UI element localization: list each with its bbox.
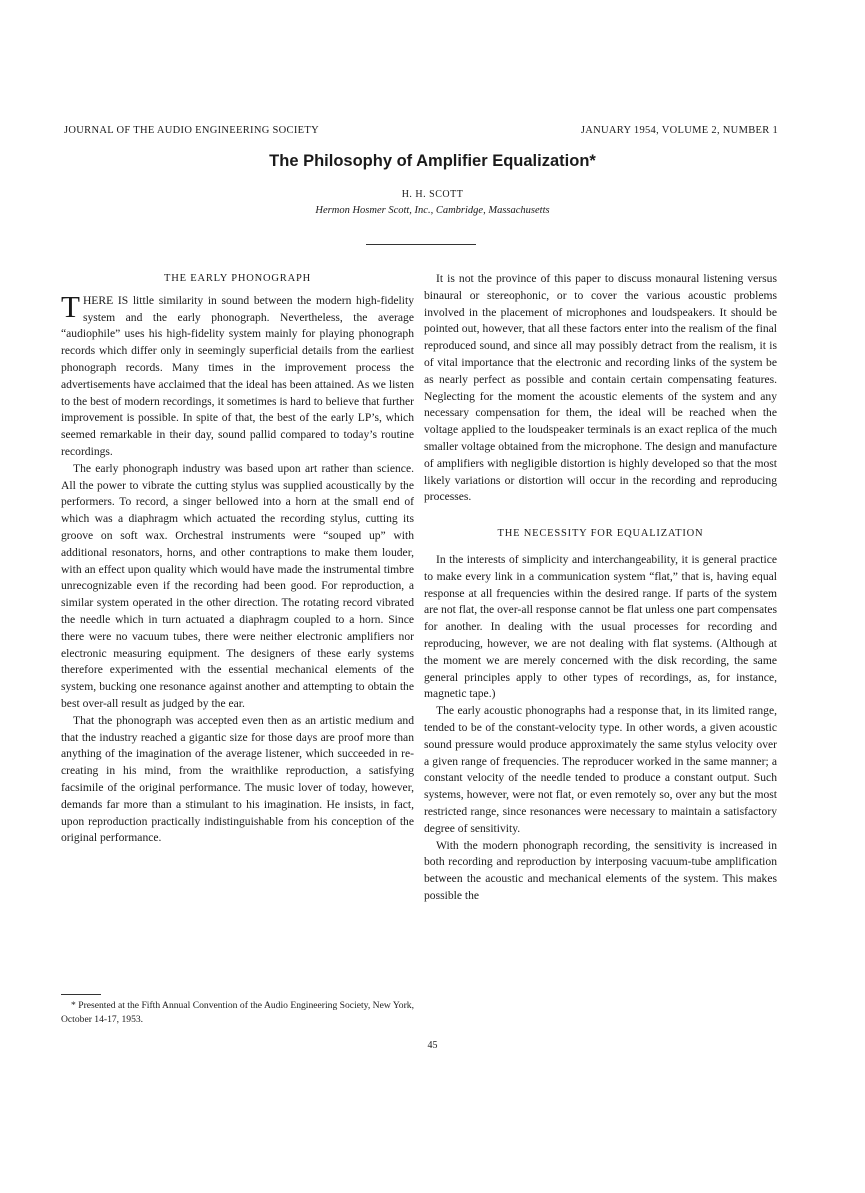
paragraph-intro [61, 288, 414, 461]
right-column [424, 271, 777, 905]
journal-name: JOURNAL OF THE AUDIO ENGINEERING SOCIETY [64, 125, 319, 136]
paragraph-acoustic-phonographs: The early acoustic phonographs had a response that, in its limited range, tended to be of the constant-velocity type. In other words, a given acoustic sound pressure would produce approximately the same stylus velocity over a given range of frequencies. The reproducer worked in the same manner; a constant velocity of the needle tended to produce a constant output. Such systems, however, were not flat, or even remotely so, over any but the most restricted range, since resonances were necessary to maintain a satisfactory degree of sensitivity. [424, 704, 777, 835]
paragraph-flat-systems: In the interests of simplicity and interchangeability, it is general practice to make every link in a communication system “flat,” that is, having equal response at all frequencies within the desired range. If parts of the system are not flat, the over-all response cannot be flat unless one part compensates for another. In dealing with the usual processes for recording and reproducing, however, we are not dealing with flat systems. (Although at the moment we are merely concerned with the disk recording, the same general principles apply to other types of recordings, as, for instance, magnetic tape.) [424, 552, 777, 701]
footnote: * Presented at the Fifth Annual Convention of the Audio Engineering Society, New York, October 14-17, 1953. [61, 1000, 414, 1025]
paragraph-acceptance: That the phonograph was accepted even then as an artistic medium and that the industry reached a gigantic size for those days are proof more than anything of the imagination of the average listener, which succeeded in re-creating in his mind, from the wraithlike reproduction, a satisfying facsimile of the original performance. The music lover of today, however, demands far more than a stimulant to his imagination. He insists, in fact, upon reproduction practically indistinguishable from his conception of the original performance. [61, 713, 414, 845]
issue-info: JANUARY 1954, VOLUME 2, NUMBER 1 [580, 125, 778, 136]
article-title: The Philosophy of Amplifier Equalization* [269, 152, 596, 170]
left-column [61, 271, 414, 847]
paragraph-early-industry: The early phonograph industry was based upon art rather than science. All the power to vibrate the cutting stylus was supplied acoustically by the performers. To record, a singer bellowed into a horn at the small end of which was a diaphragm which actuated the recording stylus, cutting its groove on soft wax. Orchestral instruments were “souped up” with additional resonators, horns, and other contraptions to make them louder, with an effect upon quality which would have made the instrumental timbre unrecognizable even if the recording had been good. For reproduction, a similar system operated in the other direction. The rotating record vibrated the needle which in turn actuated a diaphragm coupled to a horn. Since there were no vacuum tubes, there were neither electronic amplifiers nor electronic measuring equipment. The designers of these early systems therefore experimented with the essential mechanical elements of the system, bucking one resonance against another and attempting to obtain the best over-all result as judged by the ear. [61, 461, 414, 710]
paragraph-province: It is not the province of this paper to discuss monaural listening versus binaural or stereophonic, or to cover the various acoustic problems involved in the placement of microphones and loudspeakers. It should be pointed out, however, that all these factors enter into the realism of the final reproduced sound, and since all may possibly detract from the realism, it is of vital importance that the electronic and recording links of the system be as nearly perfect as possible and contain certain compensating features. Neglecting for the moment the acoustic elements of the system and any necessary compensation for them, the ideal will be reached when the voltage applied to the loudspeaker terminals is an exact replica of the much smaller voltage obtained from the microphone. The design and manufacture of amplifiers with negligible distortion is highly developed so that the most likely variations or distortion will occur in the recording and reproducing processes. [424, 272, 777, 504]
page-number: 45 [427, 1040, 438, 1051]
author-name: H. H. SCOTT [401, 189, 464, 200]
drop-cap: T [61, 288, 80, 324]
paragraph-intro-text: HERE IS little similarity in sound between the modern high-fidelity system and the early phonograph. Nevertheless, the average “audiophile” uses his high-fidelity system mainly for playing phonograph records which differ only in seemingly superficial details from the earliest phonograph records. Many times in the improvement process the advertisements have acclaimed that the ideal has been attained. As we listen to the best of modern recordings, it sometimes is hard to believe that further improvement is possible. In spite of that, the best of the early LP’s, which seemed remarkable in their day, sound pallid compared to today’s routine recordings. [61, 293, 414, 458]
section-heading-necessity: THE NECESSITY FOR EQUALIZATION [497, 528, 704, 540]
author-affiliation: Hermon Hosmer Scott, Inc., Cambridge, Massachusetts [315, 205, 550, 216]
title-divider [366, 244, 476, 245]
paragraph-modern-recording: With the modern phonograph recording, the sensitivity is increased in both recording and reproduction by interposing vacuum-tube amplification between the acoustic and mechanical elements of the system. This makes possible the [424, 838, 777, 902]
footnote-rule [61, 994, 101, 995]
section-heading-early-phonograph: THE EARLY PHONOGRAPH [164, 273, 311, 284]
